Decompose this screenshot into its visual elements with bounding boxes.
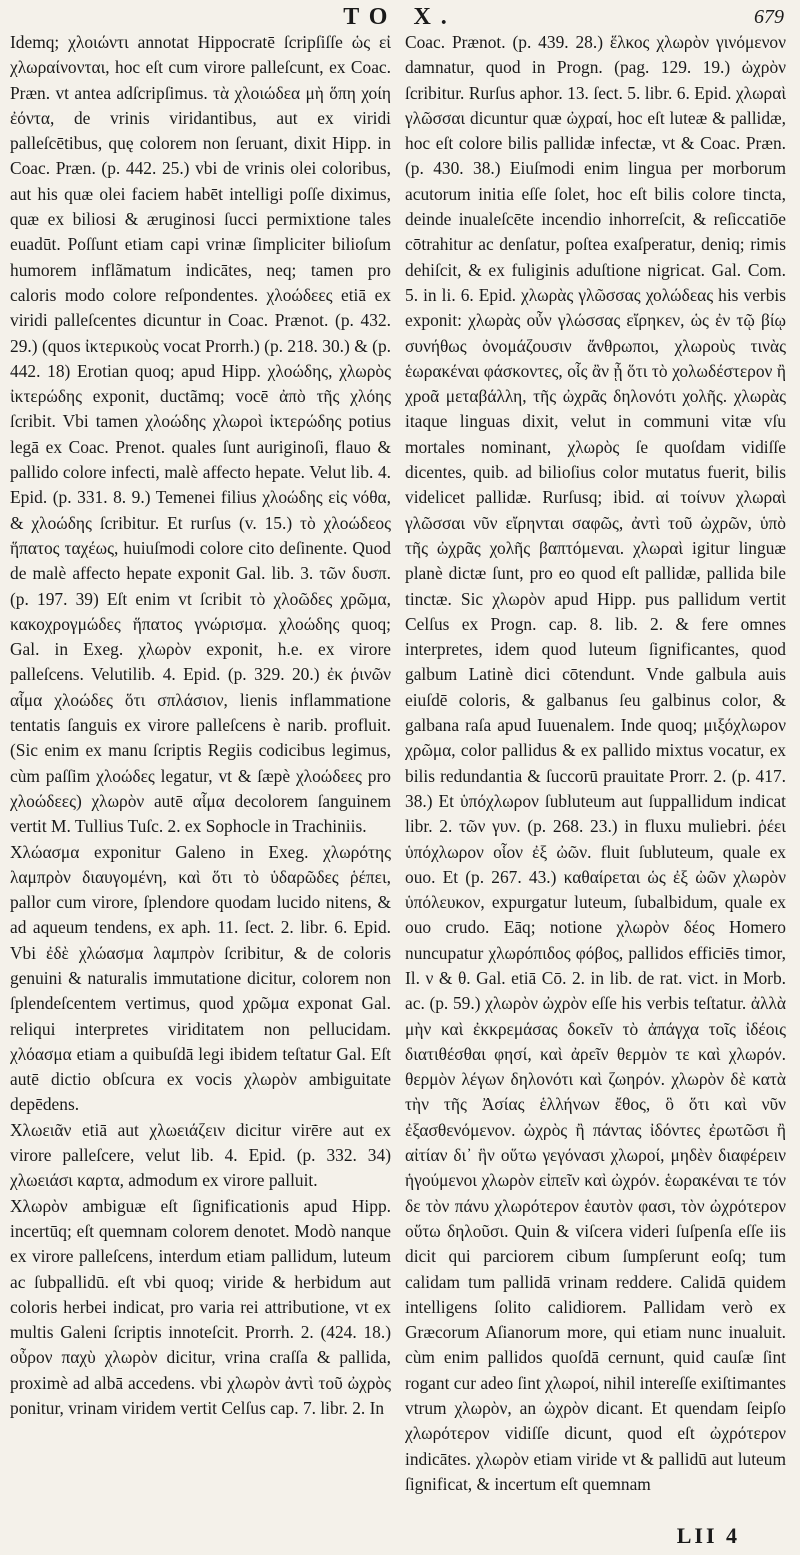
page-header: [0, 4, 800, 32]
page-footer: [0, 1519, 800, 1549]
page-number: 679: [754, 6, 784, 28]
entry-continuation: Coac. Prænot. (p. 439. 28.) ἕλκος χλωρὸν γινόμενον damnatur, quod in Progn. (pag. 129. 19.) ὠχρὸν ſcribitur. Rurſus aphor. 13. ſect. 5. libr. 6. Epid. χλωραὶ γλῶσσαι dicuntur quæ ὠχραί, hoc eſt luteæ & pallidæ, hoc eſt colore bilis pallidæ infectæ, vt & Coac. Præn. (p. 430. 38.) Eiuſmodi enim lingua per morborum acutorum initia eſſe ſolet, hoc eſt bilis colore tincta, deinde inualeſcēte incendio inhorreſcit, & reſiccatiōe cōtrahitur ac denſatur, poſtea exaſperatur, deniq; rimis dehiſcit, & ex fuliginis aduſtione nigricat. Gal. Com. 5. in li. 6. Epid. χλωρὰς γλῶσσας χολώδεας his verbis exponit: χλωρὰς οὖν γλώσσας εἴρηκεν, ὡς ἐν τῷ βίῳ συνήθως ὀνομάζουσιν ἄνθρωποι, χλωροὺς τινὰς ἑωρακέναι φάσκοντες, οἷς ἂν ᾖ ὅτι τὸ χολωδέστερον ἢ χροᾶ μεταβάλλη, τῆς ὠχρᾶς δηλονότι χολῆς. χλωρὰς itaque linguas dixit, velut in communi vitæ vſu mortales nominant, χλωρὸς ſe quoſdam vidiſſe dicentes, quib. ad bilioſius color mutatus fuerit, bilis videlicet pallidæ. Rurſusq; ibid. αἱ τοίνυν χλωραὶ γλῶσσαι νῦν εἴρηνται σαφῶς, ἀντὶ τοῦ ὠχρῶν, ὑπὸ τῆς ὠχρᾶς χολῆς βαπτόμεναι. χλωραὶ igitur linguæ planè dictæ ſunt, pro eo quod eſt pallidæ, pallida bile tinctæ. Sic χλωρὸν apud Hipp. pus pallidum vertit Celſus ex Progn. cap. 8. lib. 2. & fere omnes interpretes, idem quod luteum ſignificantes, quod galbum Latinè dici cōtendunt. Vnde galbula auis eiuſdē coloris, & galbanus ſeu galbinus color, & galbana raſa apud Iuuenalem. Inde quoq; μιξόχλωρον χρῶμα, color pallidus & ex pallido mixtus vocatur, ex bilis redundantia & ſuccorū prauitate Prorr. 2. (p. 417. 38.) Et ὑπόχλωρον ſubluteum aut ſuppallidum indicat libr. 2. τῶν γυν. (p. 268. 23.) in fluxu muliebri. ῥέει ὑπόχλωρον οἷον ἐξ ὠῶν. fluit ſubluteum, quale ex ouo. Et (p. 267. 43.) καθαίρεται ὡς ἐξ ὠῶν χλωρὸν ὑπόλευκον, expurgatur luteum, ſubalbidum, quale ex ouo crudo. Eāq; notione χλωρὸν δέος Homero nuncupatur χλωρόπιδος φόβος, pallidos efficiēs timor, Il. ν & θ. Gal. etiā Cō. 2. in lib. de rat. vict. in Morb. ac. (p. 59.) χλωρὸν ὠχρὸν eſſe his verbis teſtatur. ἀλλὰ μὴν καὶ ἐκκρεμάσας δοκεῖν τὸ ἀπάγχα τοῖς ἰδέοις διατιθέσθαι φησί, καὶ ἀρεῖν θερμὸν τε καὶ χλωρόν. θερμὸν λέγων δηλονότι καὶ ζωηρόν. χλωρὸν δὲ κατὰ τὴν τῆς Ἀσίας ἑλλήνων ἔθος, ὃ ὅτι καὶ νῦν ἐξασθενόμενον. ὠχρὸς ἢ πάντας ἰδόντες ἐρωτῶσι ἢ αἰτίαν δι᾽ ἣν οὕτω γεγόνασι χλωροί, μηδὲν διαφέρειν ἡγούμενοι χλωρὸν εἰπεῖν καὶ ὠχρόν. ἑωρακέναι τε τόν δε τὸν πάνυ χλωρότερον ἑαυτὸν φασι, τὸν ὠχρότερον οὕτω δηλοῦσι. Quin & viſcera videri ſuſpenſa eſſe iis dicit qui parciorem cibum ſumpſerunt eoſq; tum calidam tum pallidā vrinam reddere. Calidā quidem intelligens ſolito calidiorem. Pallidam verò ex Græcorum Aſianorum more, qui etiam nunc inualuit. cùm enim pallidos quoſdā cernunt, quid cauſæ ſint rogant cur adeo ſint χλωροί, nihil intereſſe exiſtimantes vtrum χλωρὸν, an ὠχρὸν dicant. Et quendam ſeipſo χλωρότερον vidiſſe dicunt, quod eſt ὠχρότερον indicātes. χλωρὸν etiam viride vt & pallidū aut luteum ſignificat, & incertum eſt quemnam: [405, 32, 786, 1494]
entry-chloeian: Χλωειᾶν etiā aut χλωειάζειν dicitur virēre aut ex virore palleſcere, velut lib. 4. Epid. (p. 332. 34) χλωειάσι καρτα, admodum ex virore palluit.: [10, 1119, 391, 1191]
running-head: TO X.: [343, 4, 457, 30]
entry-paragraph: Idemq; χλοιώντι annotat Hippocratē ſcripſiſſe ὡς εἰ χλωραίνονται, hoc eſt cum virore palleſcunt, ex Coac. Præn. vt antea adſcripſimus. τὰ χλοιώδεα μὴ ὅπη χοίη ἐόντα, de vrinis viridantibus, aut ex viridi palleſcētibus, quę colorem non ſeruant, dixit Hipp. in Coac. Præn. (p. 442. 25.) vbi de vrinis olei coloribus, aut his quæ olei faciem habēt intelligi poſſe diximus, quæ ex biliosi & æruginosi ſucci permixtione tales euadūt. Poſſunt etiam capi vrinæ ſimpliciter bilioſum humorem inflãmatum indicātes, neq; tamen pro caloris modo colore reſpondentes. χλοώδεες etiā ex viridi palleſcentes dicuntur in Coac. Prænot. (p. 432. 29.) (quos ἰκτερικοὺς vocat Prorrh.) (p. 218. 30.) & (p. 442. 18) Erotian quoq; apud Hipp. χλοώδης, χλωρὸς ἰκτερώδης exponit, ductãmq; vocē ἀπὸ τῆς χλόης ſcribit. Vbi tamen χλοώδης χλωροὶ ἰκτερώδης potius legā ex Coac. Prenot. quales ſunt auriginoſi, flauo & pallido colore infecti, malè affecto hepate. Velut lib. 4. Epid. (p. 331. 8. 9.) Temenei filius χλοώδης εἰς νόθα, & χλοώδης ſcribitur. Et rurſus (v. 15.) τὸ χλοώδεος ἥπατος ταχέως, huiuſmodi colore cito deſinente. Quod de malè affecto hepate exponit Gal. lib. 3. τῶν δυσπ. (p. 197. 39) Eſt enim vt ſcribit τὸ χλοῶδες χρῶμα, κακοχρογμώδες ἥπατος γνώρισμα. χλοώδης quoq; Gal. in Exeg. χλωρὸν exponit, h.e. ex virore palleſcens. Velutilib. 4. Epid. (p. 329. 20.) ἐκ ῥινῶν αἷμα χλοώδες ὅτι σπλάσιον, lienis inflammatione tentatis ſanguis ex virore palleſcens è narib. profluit. (Sic enim ex manu ſcriptis Regiis codicibus legimus, cùm paſſim χλοώδες legatur, vt & ſæpè χλοώδεες pro χλοώδεες) χλωρὸν autē αἷμα decolorem ſanguinem vertit M. Tullius Tuſc. 2. ex Sophocle in Trachiniis.: [10, 32, 391, 837]
entry-chloasma: Χλώασμα exponitur Galeno in Exeg. χλωρότης λαμπρὸν διαυγομένη, καὶ ὅτι τὸ ὑδαρῶδες ῥέπει, pallor cum virore, ſplendore quodam lucido nitens, & ad aqueum tendens, ex aph. 11. ſect. 2. libr. 6. Epid. Vbi ἐδὲ χλώασμα λαμπρὸν ſcribitur, & de coloris genuini & naturalis immutatione dicitur, colorem non ſplendeſcentem vertimus, quod χρῶμα exponat Gal. reliqui interpretes viriditatem non pellucidam. χλόασμα etiam a quibuſdā legi ibidem teſtatur Gal. Eſt autē dictio obſcura ex vocis χλωρὸν ambiguitate depēdens.: [10, 841, 391, 1115]
text-columns: [10, 30, 786, 1520]
left-column: [10, 30, 391, 1520]
entry-chloron: Χλωρὸν ambiguæ eſt ſignificationis apud Hipp. incertūq; eſt quemnam colorem denotet. Modò nanque ex virore palleſcens, interdum etiam pallidum, luteum ac ſubpallidū. eſt vbi quoq; viride & herbidum aut coloris herbei indicat, pro varia rei attributione, vt ex multis Galeni ſcriptis innoteſcit. Prorrh. 2. (424. 18.) οὖρον παχὺ χλωρὸν dicitur, vrina craſſa & pallida, proximè ad albā accedens. vbi χλωρὸν ἀντὶ τοῦ ὠχρὸς ponitur, vrinam viridem vertit Celſus cap. 7. libr. 2. In: [10, 1195, 391, 1419]
right-column: [405, 30, 786, 1520]
signature-mark: LII 4: [676, 1523, 740, 1548]
